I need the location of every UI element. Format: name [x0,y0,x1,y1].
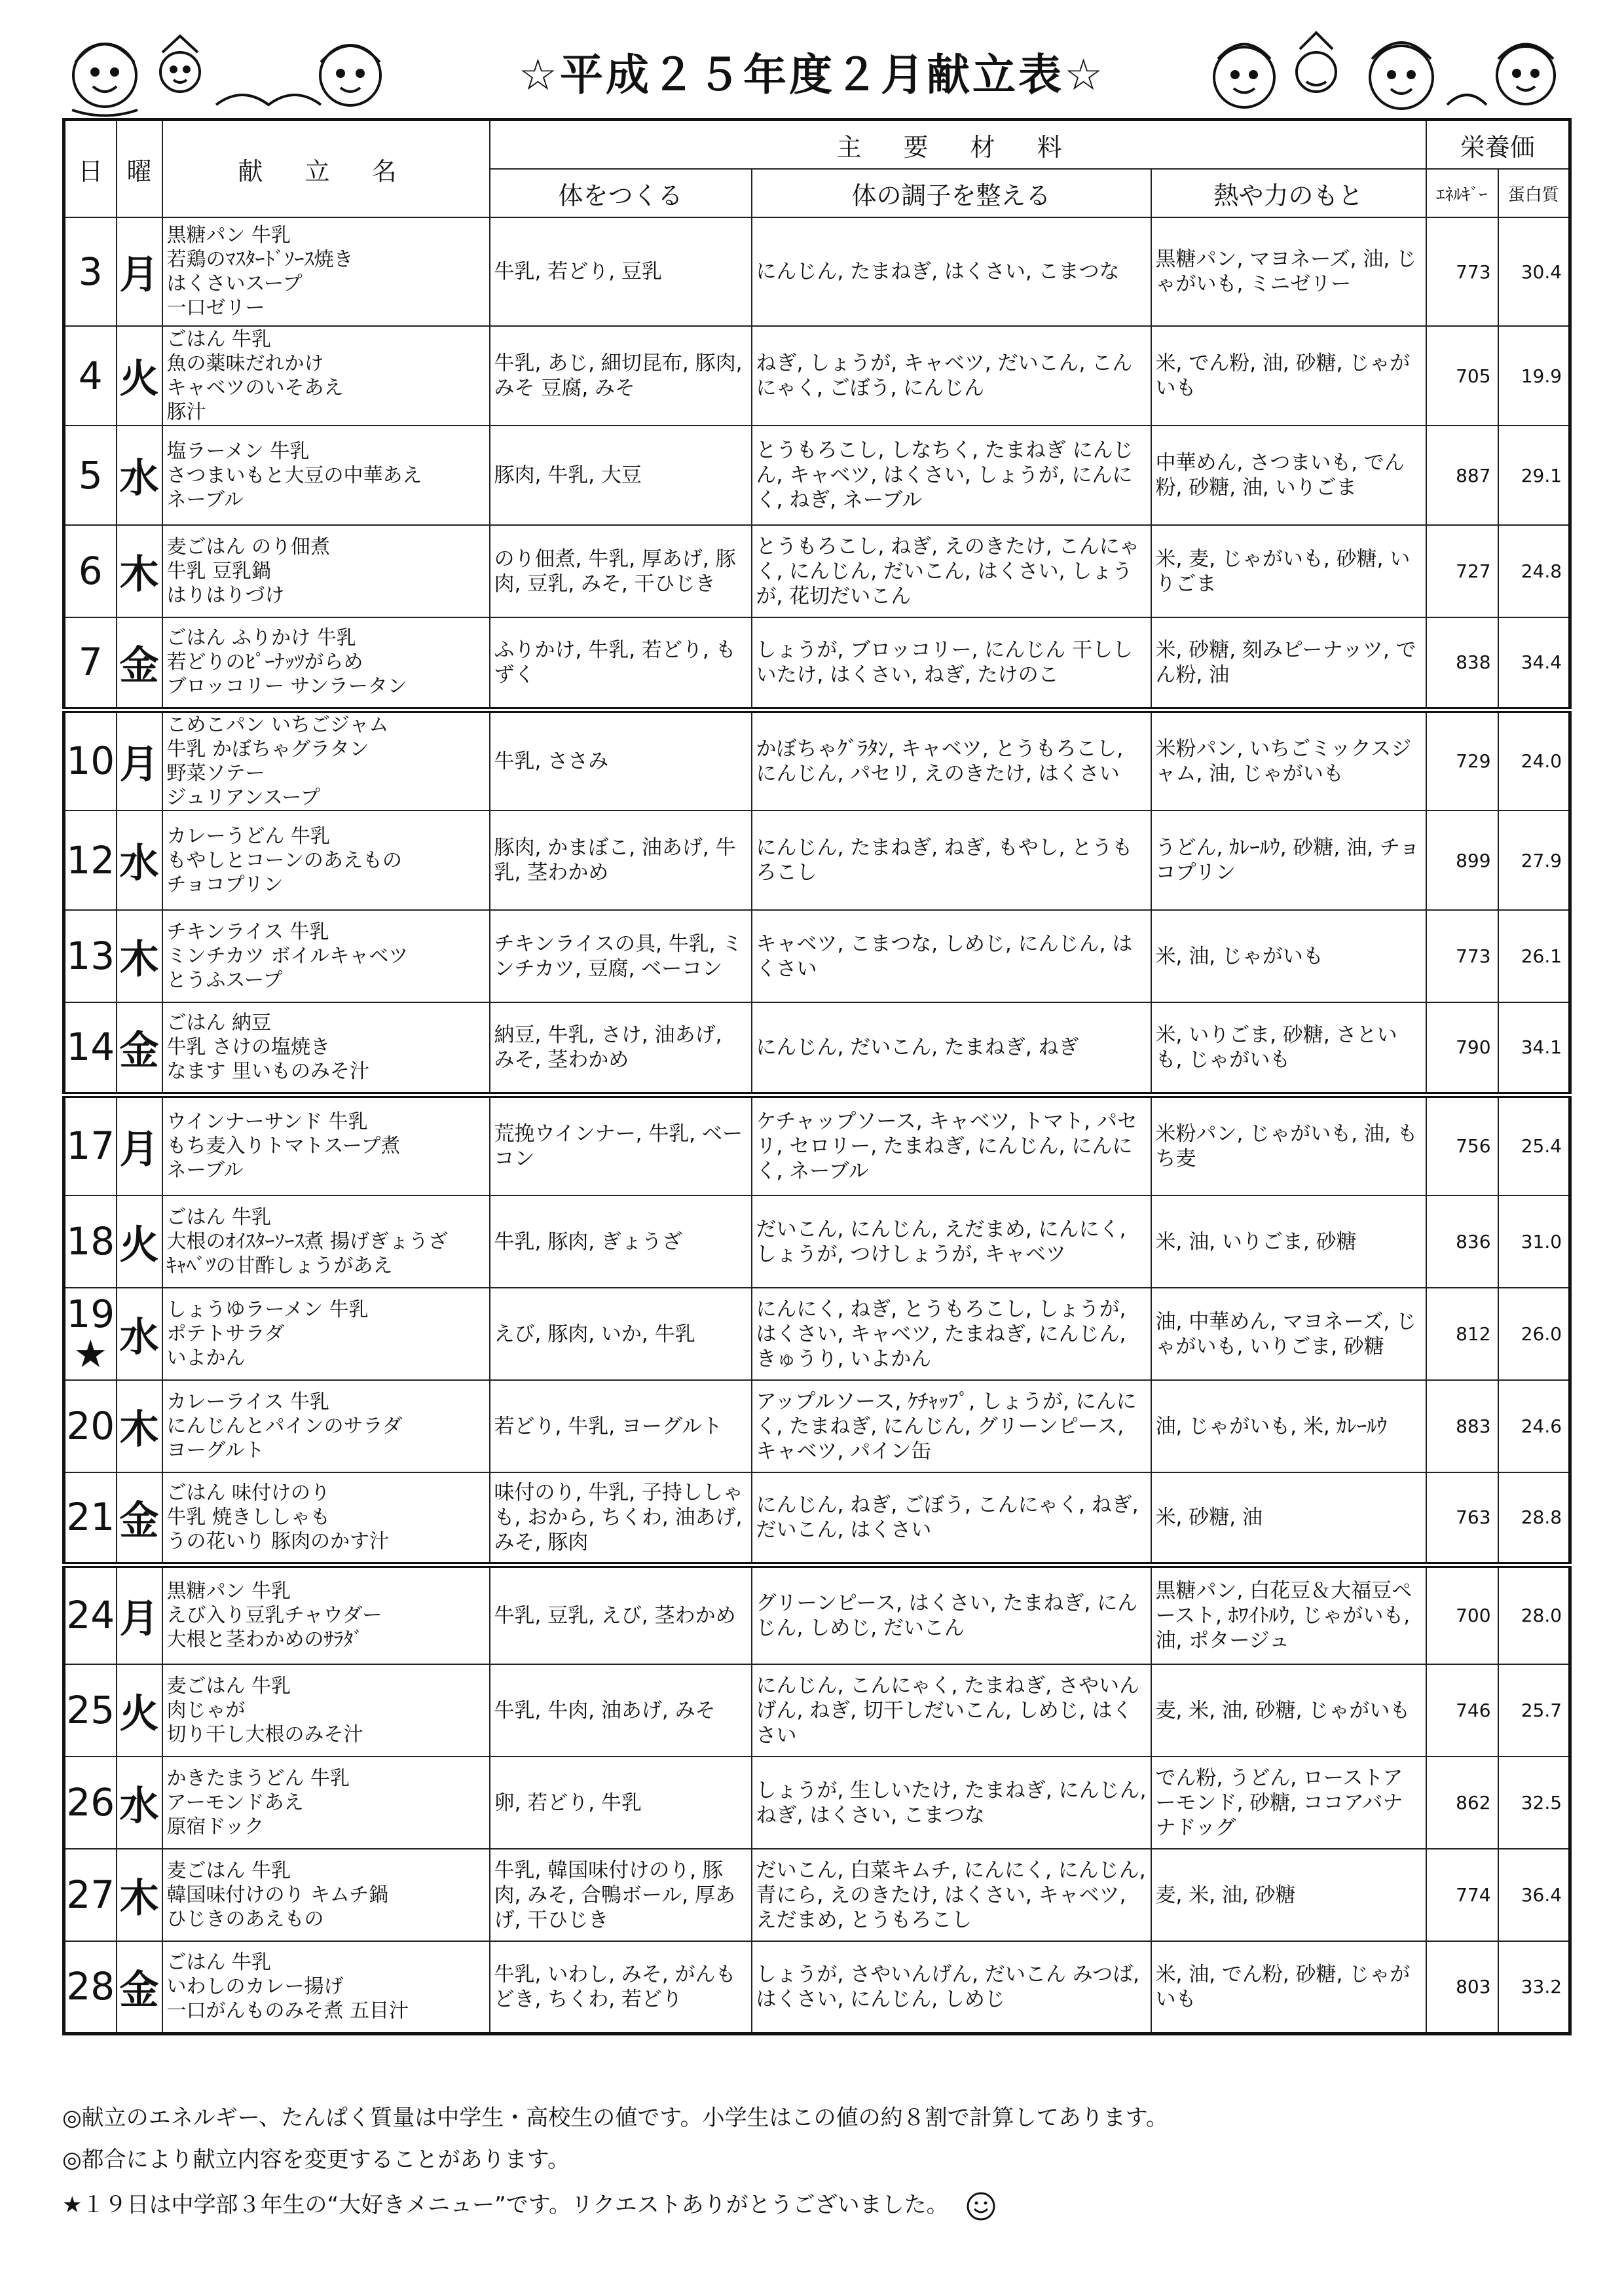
menu-name-cell [162,617,490,710]
condition-ingredients-cell: グリーンピース, はくさい, たまねぎ, にんじん, しめじ, だいこん [752,1565,1151,1664]
day-number: 4 [78,353,103,398]
body-ingredients-cell: 牛乳, あじ, 細切昆布, 豚肉, みそ 豆腐, みそ [490,326,752,426]
energy-ingredients-cell: 油, じゃがいも, 米, ｶﾚｰﾙｳ [1151,1380,1426,1472]
menu-item: にんじんとパインのサラダ [166,1415,403,1438]
menu-item: もち麦入りトマトスープ煮 [166,1135,401,1158]
day-cell [64,710,117,811]
day-cell [64,426,117,525]
menu-name-cell [162,710,490,811]
weekday-cell: 火 [117,1195,162,1288]
kids-illustration-right [1192,26,1572,124]
protein-value-cell: 28.8 [1498,1472,1570,1565]
menu-item: 麦ごはん 牛乳 [166,1675,291,1698]
page-title: ☆平成２５年度２月献立表☆ [518,50,1106,100]
energy-value-cell: 756 [1426,1095,1498,1195]
menu-row [64,426,1570,525]
condition-ingredients-cell: ねぎ, しょうが, キャベツ, だいこん, こんにゃく, ごぼう, にんじん [752,326,1151,426]
energy-value-cell: 705 [1426,326,1498,426]
menu-item: 牛乳 焼きししゃも [166,1506,331,1529]
menu-name-cell [162,217,490,326]
energy-value-cell: 790 [1426,1002,1498,1095]
menu-item: 黒糖パン 牛乳 [166,224,291,247]
menu-item: 切り干し大根のみそ汁 [166,1723,363,1746]
col-header-menu: 献 立 名 [162,120,490,218]
menu-item: ジュリアンスープ [166,786,320,809]
day-number: 14 [66,1025,115,1070]
day-number: 19 [66,1291,115,1336]
energy-ingredients-cell: 麦, 米, 油, 砂糖, じゃがいも [1151,1664,1426,1757]
day-cell [64,1002,117,1095]
menu-name-cell [162,426,490,525]
menu-item: 塩ラーメン 牛乳 [166,439,310,463]
menu-item: 大根と茎わかめのｻﾗﾀﾞ [166,1628,363,1652]
weekday-cell: 木 [117,1849,162,1941]
body-ingredients-cell: 豚肉, かまぼこ, 油あげ, 牛乳, 茎わかめ [490,811,752,910]
menu-item: いよかん [166,1347,246,1370]
day-number: 7 [78,640,103,685]
footnote-request-text: ★１９日は中学部３年生の“大好きメニュー”です。リクエストありがとうございました。 [62,2192,949,2218]
energy-ingredients-cell: 米粉パン, じゃがいも, 油, もち麦 [1151,1095,1426,1195]
menu-row [64,1472,1570,1565]
day-number: 21 [66,1495,115,1540]
menu-item: ごはん 味付けのり [166,1482,331,1505]
menu-item: ごはん ふりかけ 牛乳 [166,627,356,650]
energy-ingredients-cell: 麦, 米, 油, 砂糖 [1151,1849,1426,1941]
menu-name-cell [162,1095,490,1195]
protein-value-cell: 24.8 [1498,525,1570,617]
day-cell [64,525,117,617]
weekday-cell: 月 [117,1095,162,1195]
day-cell [64,1380,117,1472]
menu-item: ミンチカツ ボイルキャベツ [166,945,409,968]
protein-value-cell: 30.4 [1498,217,1570,326]
protein-value-cell: 26.1 [1498,910,1570,1002]
energy-value-cell: 862 [1426,1757,1498,1849]
weekday-cell: 水 [117,426,162,525]
day-number: 12 [66,837,115,883]
menu-item: ごはん 牛乳 [166,1206,272,1229]
menu-name-cell [162,811,490,910]
menu-item: 若どりのﾋﾟｰﾅｯﾂがらめ [166,651,363,674]
menu-item: 若鶏のﾏｽﾀｰﾄﾞｿｰｽ焼き [166,248,354,271]
weekday-cell: 金 [117,1941,162,2033]
condition-ingredients-cell: とうもろこし, ねぎ, えのきたけ, こんにゃく, にんじん, だいこん, はくさい, しょうが, 花切だいこん [752,525,1151,617]
menu-item: ブロッコリー サンラータン [166,675,407,699]
menu-item: ごはん 牛乳 [166,328,272,351]
energy-value-cell: 803 [1426,1941,1498,2033]
col-header-day: 日 [64,120,117,218]
menu-name-cell [162,1288,490,1380]
menu-item: 豚汁 [166,401,206,424]
menu-item: ヨーグルト [166,1439,265,1462]
energy-ingredients-cell: 米粉パン, いちごミックスジャム, 油, じゃがいも [1151,710,1426,811]
day-number: 25 [66,1688,115,1733]
menu-item: カレーうどん 牛乳 [166,824,331,848]
day-cell [64,1941,117,2033]
day-number: 10 [66,738,115,784]
favorite-star: ★ [73,1331,108,1376]
weekday-cell: 金 [117,1002,162,1095]
day-cell [64,1095,117,1195]
col-header-protein: 蛋白質 [1498,169,1570,217]
menu-row [64,1565,1570,1664]
menu-item: ポテトサラダ [166,1322,285,1345]
energy-value-cell: 836 [1426,1195,1498,1288]
day-cell [64,811,117,910]
footnote-changes: ◎都合により献立内容を変更することがあります。 [62,2147,570,2173]
footnote-nutrition: ◎献立のエネルギー、たんぱく質量は中学生・高校生の値です。小学生はこの値の約８割で計算してあります。 [62,2105,1168,2131]
day-number: 26 [66,1780,115,1825]
condition-ingredients-cell: しょうが, 生しいたけ, たまねぎ, にんじん, ねぎ, はくさい, こまつな [752,1757,1151,1849]
menu-name-cell [162,910,490,1002]
menu-item: 牛乳 豆乳鍋 [166,560,272,583]
weekday-cell: 金 [117,1472,162,1565]
energy-value-cell: 899 [1426,811,1498,910]
menu-item: アーモンドあえ [166,1791,304,1814]
menu-item: いわしのカレー揚げ [166,1975,344,1999]
menu-item: こめこパン いちごジャム [166,713,389,737]
menu-item: 原宿ドック [166,1815,265,1838]
weekday-cell: 木 [117,525,162,617]
menu-item: ウインナーサンド 牛乳 [166,1110,368,1134]
energy-ingredients-cell: 米, 砂糖, 刻みピーナッツ, でん粉, 油 [1151,617,1426,710]
smiley-icon [966,2191,996,2221]
body-ingredients-cell: 牛乳, 若どり, 豆乳 [490,217,752,326]
energy-value-cell: 812 [1426,1288,1498,1380]
energy-ingredients-cell: 米, 油, でん粉, 砂糖, じゃがいも [1151,1941,1426,2033]
weekday-cell: 月 [117,217,162,326]
protein-value-cell: 34.1 [1498,1002,1570,1095]
body-ingredients-cell: 牛乳, 豚肉, ぎょうざ [490,1195,752,1288]
menu-item: 魚の薬味だれかけ [166,352,324,375]
body-ingredients-cell: 牛乳, 豆乳, えび, 茎わかめ [490,1565,752,1664]
menu-item: チキンライス 牛乳 [166,920,329,943]
body-ingredients-cell: 牛乳, 牛肉, 油あげ, みそ [490,1664,752,1757]
menu-row [64,1002,1570,1095]
menu-row [64,1849,1570,1941]
weekday-cell: 水 [117,811,162,910]
energy-ingredients-cell: 米, 砂糖, 油 [1151,1472,1426,1565]
body-ingredients-cell: 荒挽ウインナー, 牛乳, ベーコン [490,1095,752,1195]
menu-item: 麦ごはん 牛乳 [166,1859,291,1882]
day-cell [64,217,117,326]
menu-row [64,1195,1570,1288]
col-header-condition: 体の調子を整える [752,169,1151,217]
energy-value-cell: 887 [1426,426,1498,525]
menu-item: 牛乳 さけの塩焼き [166,1036,331,1059]
menu-name-cell [162,1941,490,2033]
day-cell [64,326,117,426]
menu-item: はりはりづけ [166,584,285,607]
menu-item: 野菜ソテー [166,761,265,785]
weekday-cell: 火 [117,326,162,426]
condition-ingredients-cell: にんじん, だいこん, たまねぎ, ねぎ [752,1002,1151,1095]
body-ingredients-cell: 若どり, 牛乳, ヨーグルト [490,1380,752,1472]
menu-item: 一口がんものみそ煮 五目汁 [166,1999,409,2023]
menu-row [64,1664,1570,1757]
body-ingredients-cell: 味付のり, 牛乳, 子持ししゃも, おから, ちくわ, 油あげ, みそ, 豚肉 [490,1472,752,1565]
protein-value-cell: 36.4 [1498,1849,1570,1941]
menu-name-cell [162,1664,490,1757]
body-ingredients-cell: チキンライスの具, 牛乳, ミンチカツ, 豆腐, ベーコン [490,910,752,1002]
condition-ingredients-cell: しょうが, さやいんげん, だいこん みつば, はくさい, にんじん, しめじ [752,1941,1151,2033]
energy-ingredients-cell: 米, いりごま, 砂糖, さといも, じゃがいも [1151,1002,1426,1095]
energy-value-cell: 838 [1426,617,1498,710]
condition-ingredients-cell: とうもろこし, しなちく, たまねぎ にんじん, キャベツ, はくさい, しょうが, にんにく, ねぎ, ネーブル [752,426,1151,525]
condition-ingredients-cell: にんにく, ねぎ, とうもろこし, しょうが, はくさい, キャベツ, たまねぎ, にんじん, きゅうり, いよかん [752,1288,1151,1380]
energy-ingredients-cell: 米, 麦, じゃがいも, 砂糖, いりごま [1151,525,1426,617]
day-cell [64,1565,117,1664]
body-ingredients-cell: 卵, 若どり, 牛乳 [490,1757,752,1849]
col-header-nutrition: 栄養価 [1426,120,1570,170]
condition-ingredients-cell: キャベツ, こまつな, しめじ, にんじん, はくさい [752,910,1151,1002]
energy-ingredients-cell: 油, 中華めん, マヨネーズ, じゃがいも, いりごま, 砂糖 [1151,1288,1426,1380]
col-header-body: 体をつくる [490,169,752,217]
menu-item: 麦ごはん のり佃煮 [166,536,331,558]
day-number: 3 [78,249,103,294]
protein-value-cell: 32.5 [1498,1757,1570,1849]
menu-item: かきたまうどん 牛乳 [166,1767,350,1790]
menu-item: カレーライス 牛乳 [166,1391,329,1413]
energy-value-cell: 773 [1426,217,1498,326]
day-number: 18 [66,1219,115,1264]
menu-item: 大根のｵｲｽﾀｰｿｰｽ煮 揚げぎょうざ [166,1230,449,1253]
energy-value-cell: 700 [1426,1565,1498,1664]
energy-value-cell: 883 [1426,1380,1498,1472]
condition-ingredients-cell: だいこん, にんじん, えだまめ, にんにく, しょうが, つけしょうが, キャベツ [752,1195,1151,1288]
col-header-energy: ｴﾈﾙｷﾞｰ [1426,169,1498,217]
menu-name-cell [162,1565,490,1664]
col-header-weekday: 曜 [117,120,162,218]
condition-ingredients-cell: にんじん, たまねぎ, はくさい, こまつな [752,217,1151,326]
energy-ingredients-cell: でん粉, うどん, ローストアーモンド, 砂糖, ココアバナナドッグ [1151,1757,1426,1849]
menu-item: ネーブル [166,1159,244,1182]
day-number: 13 [66,934,115,979]
protein-value-cell: 24.6 [1498,1380,1570,1472]
menu-item: ごはん 牛乳 [166,1951,272,1975]
day-number: 20 [66,1404,115,1449]
body-ingredients-cell: えび, 豚肉, いか, 牛乳 [490,1288,752,1380]
day-number: 5 [78,452,103,498]
menu-table [62,118,1572,2035]
energy-ingredients-cell: 中華めん, さつまいも, でん粉, 砂糖, 油, いりごま [1151,426,1426,525]
menu-item: えび入り豆乳チャウダー [166,1604,382,1628]
menu-name-cell [162,525,490,617]
day-number: 28 [66,1964,115,2009]
menu-item: はくさいスープ [166,272,303,295]
menu-item: うの花いり 豚肉のかす汁 [166,1530,390,1554]
energy-ingredients-cell: 米, 油, じゃがいも [1151,910,1426,1002]
protein-value-cell: 26.0 [1498,1288,1570,1380]
footnote-request [62,2190,1568,2221]
protein-value-cell: 19.9 [1498,326,1570,426]
weekday-cell: 木 [117,910,162,1002]
condition-ingredients-cell: だいこん, 白菜キムチ, にんにく, にんじん, 青にら, えのきたけ, はくさい, キャベツ, えだまめ, とうもろこし [752,1849,1151,1941]
weekday-cell: 月 [117,1565,162,1664]
menu-item: キャベツのいそあえ [166,376,344,399]
day-cell [64,1288,117,1380]
day-cell [64,1195,117,1288]
menu-name-cell [162,1757,490,1849]
body-ingredients-cell: 牛乳, 韓国味付けのり, 豚肉, みそ, 合鴨ボール, 厚あげ, 干ひじき [490,1849,752,1941]
menu-row [64,910,1570,1002]
weekday-cell: 火 [117,1664,162,1757]
condition-ingredients-cell: しょうが, ブロッコリー, にんじん 干ししいたけ, はくさい, ねぎ, たけのこ [752,617,1151,710]
condition-ingredients-cell: にんじん, ねぎ, ごぼう, こんにゃく, ねぎ, だいこん, はくさい [752,1472,1151,1565]
col-header-energy-source: 熱や力のもと [1151,169,1426,217]
menu-item: さつまいもと大豆の中華あえ [166,464,422,487]
menu-row [64,1757,1570,1849]
protein-value-cell: 25.4 [1498,1095,1570,1195]
day-cell [64,617,117,710]
menu-item: 牛乳 かぼちゃグラタン [166,737,369,761]
protein-value-cell: 29.1 [1498,426,1570,525]
menu-item: なます 里いものみそ汁 [166,1060,370,1084]
body-ingredients-cell: 牛乳, ささみ [490,710,752,811]
protein-value-cell: 25.7 [1498,1664,1570,1757]
menu-name-cell [162,1849,490,1941]
menu-row [64,617,1570,710]
energy-ingredients-cell: 米, 油, いりごま, 砂糖 [1151,1195,1426,1288]
energy-ingredients-cell: 米, でん粉, 油, 砂糖, じゃがいも [1151,326,1426,426]
weekday-cell: 金 [117,617,162,710]
day-cell [64,1757,117,1849]
weekday-cell: 月 [117,710,162,811]
kids-illustration-left [52,26,406,124]
menu-item: 一口ゼリー [166,297,265,319]
menu-row [64,1941,1570,2033]
body-ingredients-cell: 牛乳, いわし, みそ, がんもどき, ちくわ, 若どり [490,1941,752,2033]
condition-ingredients-cell: にんじん, こんにゃく, たまねぎ, さやいんげん, ねぎ, 切干しだいこん, しめじ, はくさい [752,1664,1151,1757]
day-cell [64,1664,117,1757]
menu-row [64,710,1570,811]
condition-ingredients-cell: アップルソース, ｹﾁｬｯﾌﾟ, しょうが, にんにく, たまねぎ, にんじん, グリーンピース, キャベツ, パイン缶 [752,1380,1151,1472]
body-ingredients-cell: 豚肉, 牛乳, 大豆 [490,426,752,525]
menu-item: しょうゆラーメン 牛乳 [166,1298,369,1321]
menu-name-cell [162,1380,490,1472]
day-number: 17 [66,1123,115,1169]
condition-ingredients-cell: かぼちゃｸﾞﾗﾀﾝ, キャベツ, とうもろこし, にんじん, パセリ, えのきたけ, はくさい [752,710,1151,811]
protein-value-cell: 34.4 [1498,617,1570,710]
menu-row [64,1095,1570,1195]
weekday-cell: 水 [117,1757,162,1849]
menu-row [64,217,1570,326]
protein-value-cell: 28.0 [1498,1565,1570,1664]
protein-value-cell: 24.0 [1498,710,1570,811]
weekday-cell: 水 [117,1288,162,1380]
condition-ingredients-cell: ケチャップソース, キャベツ, トマト, パセリ, セロリー, たまねぎ, にんじん, にんにく, ネーブル [752,1095,1151,1195]
menu-name-cell [162,1002,490,1095]
menu-row [64,1380,1570,1472]
protein-value-cell: 27.9 [1498,811,1570,910]
menu-item: ひじきのあえもの [166,1908,324,1931]
menu-item: ｷｬﾍﾞﾂの甘酢しょうがあえ [166,1254,393,1277]
body-ingredients-cell: ふりかけ, 牛乳, 若どり, もずく [490,617,752,710]
energy-value-cell: 746 [1426,1664,1498,1757]
menu-item: チョコプリン [166,873,284,896]
energy-value-cell: 729 [1426,710,1498,811]
menu-name-cell [162,1472,490,1565]
menu-row [64,1288,1570,1380]
day-number: 24 [66,1593,115,1638]
day-cell [64,910,117,1002]
energy-value-cell: 763 [1426,1472,1498,1565]
menu-name-cell [162,326,490,426]
col-header-main-ingredients: 主 要 材 料 [490,120,1426,170]
condition-ingredients-cell: にんじん, たまねぎ, ねぎ, もやし, とうもろこし [752,811,1151,910]
menu-item: 肉じゃが [166,1699,246,1722]
menu-item: 黒糖パン 牛乳 [166,1580,291,1603]
weekday-cell: 木 [117,1380,162,1472]
protein-value-cell: 33.2 [1498,1941,1570,2033]
body-ingredients-cell: のり佃煮, 牛乳, 厚あげ, 豚肉, 豆乳, みそ, 干ひじき [490,525,752,617]
page-header [52,26,1572,124]
energy-value-cell: 727 [1426,525,1498,617]
menu-row [64,811,1570,910]
day-number: 27 [66,1872,115,1918]
menu-name-cell [162,1195,490,1288]
protein-value-cell: 31.0 [1498,1195,1570,1288]
menu-row [64,326,1570,426]
energy-value-cell: 774 [1426,1849,1498,1941]
energy-ingredients-cell: 黒糖パン, 白花豆＆大福豆ペースト, ﾎﾜｲﾄﾙｳ, じゃがいも, 油, ポタージュ [1151,1565,1426,1664]
menu-item: 韓国味付けのり キムチ鍋 [166,1884,389,1906]
energy-value-cell: 773 [1426,910,1498,1002]
day-number: 6 [78,549,103,594]
menu-item: ごはん 納豆 [166,1011,272,1035]
body-ingredients-cell: 納豆, 牛乳, さけ, 油あげ, みそ, 茎わかめ [490,1002,752,1095]
day-cell [64,1472,117,1565]
energy-ingredients-cell: 黒糖パン, マヨネーズ, 油, じゃがいも, ミニゼリー [1151,217,1426,326]
menu-rows [64,217,1570,2033]
day-cell [64,1849,117,1941]
menu-item: ネーブル [166,488,244,511]
energy-ingredients-cell: うどん, ｶﾚｰﾙｳ, 砂糖, 油, チョコプリン [1151,811,1426,910]
menu-item: もやしとコーンのあえもの [166,848,402,872]
menu-item: とうふスープ [166,969,283,992]
menu-row [64,525,1570,617]
